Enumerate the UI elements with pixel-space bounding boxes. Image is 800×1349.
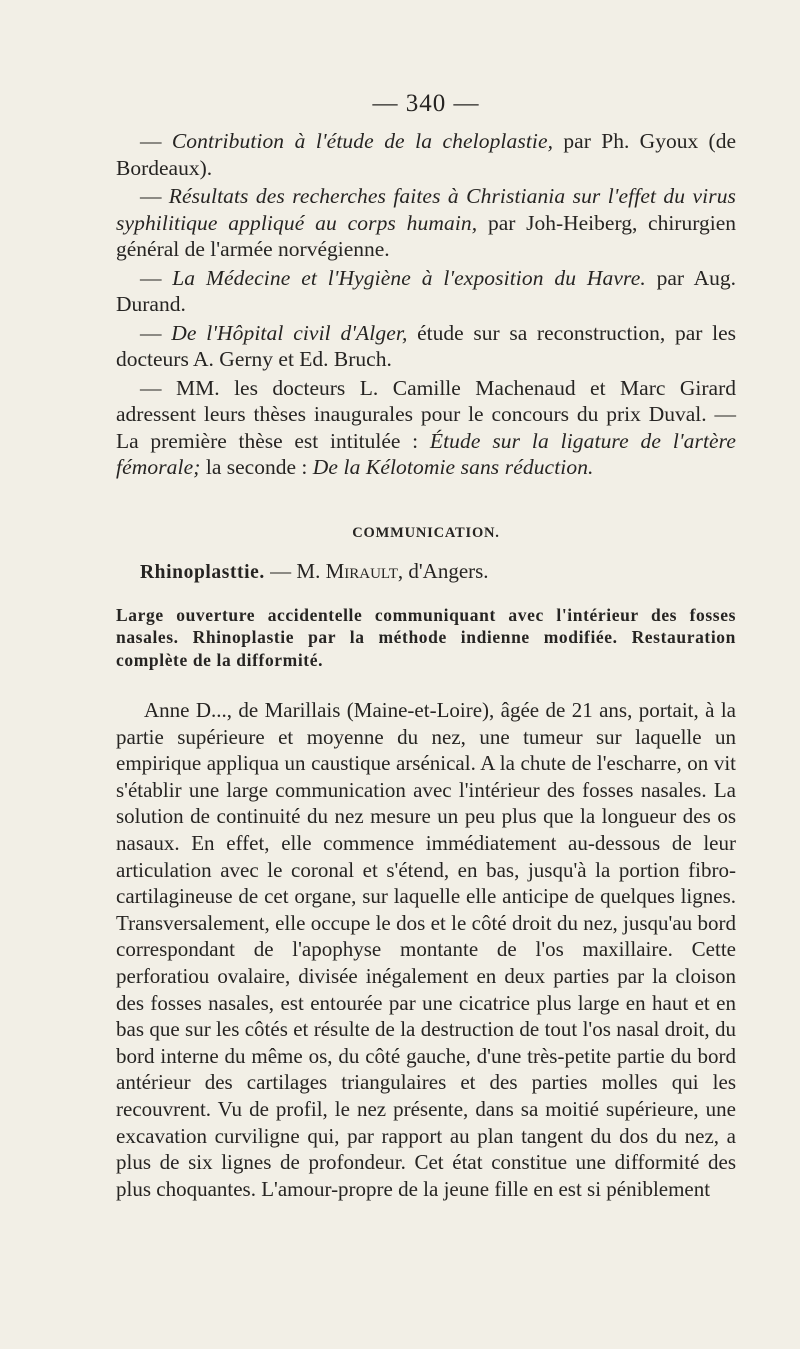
entry-text: par Ph. Gyoux (de Bordeaux). <box>116 129 736 180</box>
rubric-topic: Rhinoplasttie. <box>140 561 265 583</box>
article-subtitle: Large ouverture accidentelle communiquant avec l'intérieur des fosses nasales. Rhinoplastie par la méthode indienne modifiée. Restauration complète de la difformité. <box>116 604 736 670</box>
entry-text: par Joh-Heiberg, chirurgien général de l'armée norvégienne. <box>116 210 736 261</box>
rubric-separator: — M. <box>264 558 326 583</box>
bibliography-entry <box>116 183 736 263</box>
thesis-title-1: Étude sur la ligature de l'artère fémorale; <box>116 428 736 479</box>
entry-dash: — <box>140 129 172 153</box>
entry-dash: — <box>140 184 169 208</box>
entry-title: Résultats des recherches faites à Christiania sur l'effet du virus syphilitique appliqué au corps humain, <box>116 184 737 235</box>
body-paragraph: Anne D..., de Marillais (Maine-et-Loire), âgée de 21 ans, portait, à la partie supérieure et moyenne du nez, une tumeur sur laquelle un empirique appliqua un caustique arsénical. A la chute de l'escharre, on vit s'établir une large communication avec l'intérieur des fosses nasales. La solution de continuité du nez mesure un peu plus que la longueur des os nasaux. En effet, elle commence immédiatement au-dessous de leur articulation avec le coronal et s'étend, en bas, jusqu'à la portion fibro-cartilagineuse de cet organe, sur laquelle elle anticipe de quelques lignes. Transversalement, elle occupe le dos et le côté droit du nez, jusqu'au bord correspondant de l'apophyse montante de l'os maxillaire. Cette perforatiou ovalaire, divisée inégalement en deux parties par la cloison des fosses nasales, est entourée par une cicatrice plus large en haut et en bas que sur les côtés et résulte de la destruction de tout l'os nasal droit, du bord interne du même os, du côté gauche, d'une très-petite partie du bord antérieur des cartilages triangulaires et des parties molles qui les recouvrent. Vu de profil, le nez présente, dans sa moitié supérieure, une excavation curviligne qui, par rapport au plan tangent du dos du nez, a plus de six lignes de profondeur. Cet état constitue une difformité des plus choquantes. L'amour-propre de la jeune fille en est si péniblement <box>116 698 736 1201</box>
page-number: — 340 — <box>372 90 480 117</box>
entry-dash: — <box>140 375 176 400</box>
entry-text: MM. les docteurs L. Camille Machenaud et Marc Girard adressent leurs thèses inaugurales pour le concours du prix Duval. — La première thèse est intitulée : <box>116 375 737 453</box>
entry-title: Contribution à l'étude de la cheloplastie, <box>171 129 554 153</box>
entry-dash: — <box>140 265 173 290</box>
entry-dash: — <box>140 320 172 345</box>
rubric-place: , d'Angers. <box>397 558 489 583</box>
entry-title: De l'Hôpital civil d'Alger, <box>171 320 408 345</box>
announcement-entry <box>116 375 736 481</box>
entry-title: La Médecine et l'Hygiène à l'exposition du Havre. <box>172 265 646 290</box>
article-rubric <box>140 558 736 586</box>
entry-text: étude sur sa reconstruction, par les docteurs A. Gerny et Ed. Bruch. <box>116 320 736 371</box>
thesis-title-2: De la Kélotomie sans réduction. <box>312 455 594 479</box>
entry-text: la seconde : <box>200 455 313 479</box>
bibliography-entry <box>116 265 736 318</box>
bibliography-entry <box>116 320 736 373</box>
entry-text: par Aug. Durand. <box>116 265 736 316</box>
rubric-author: Mirault <box>325 558 398 583</box>
bibliography-entry <box>116 128 736 181</box>
section-heading: COMMUNICATION. <box>352 524 500 541</box>
